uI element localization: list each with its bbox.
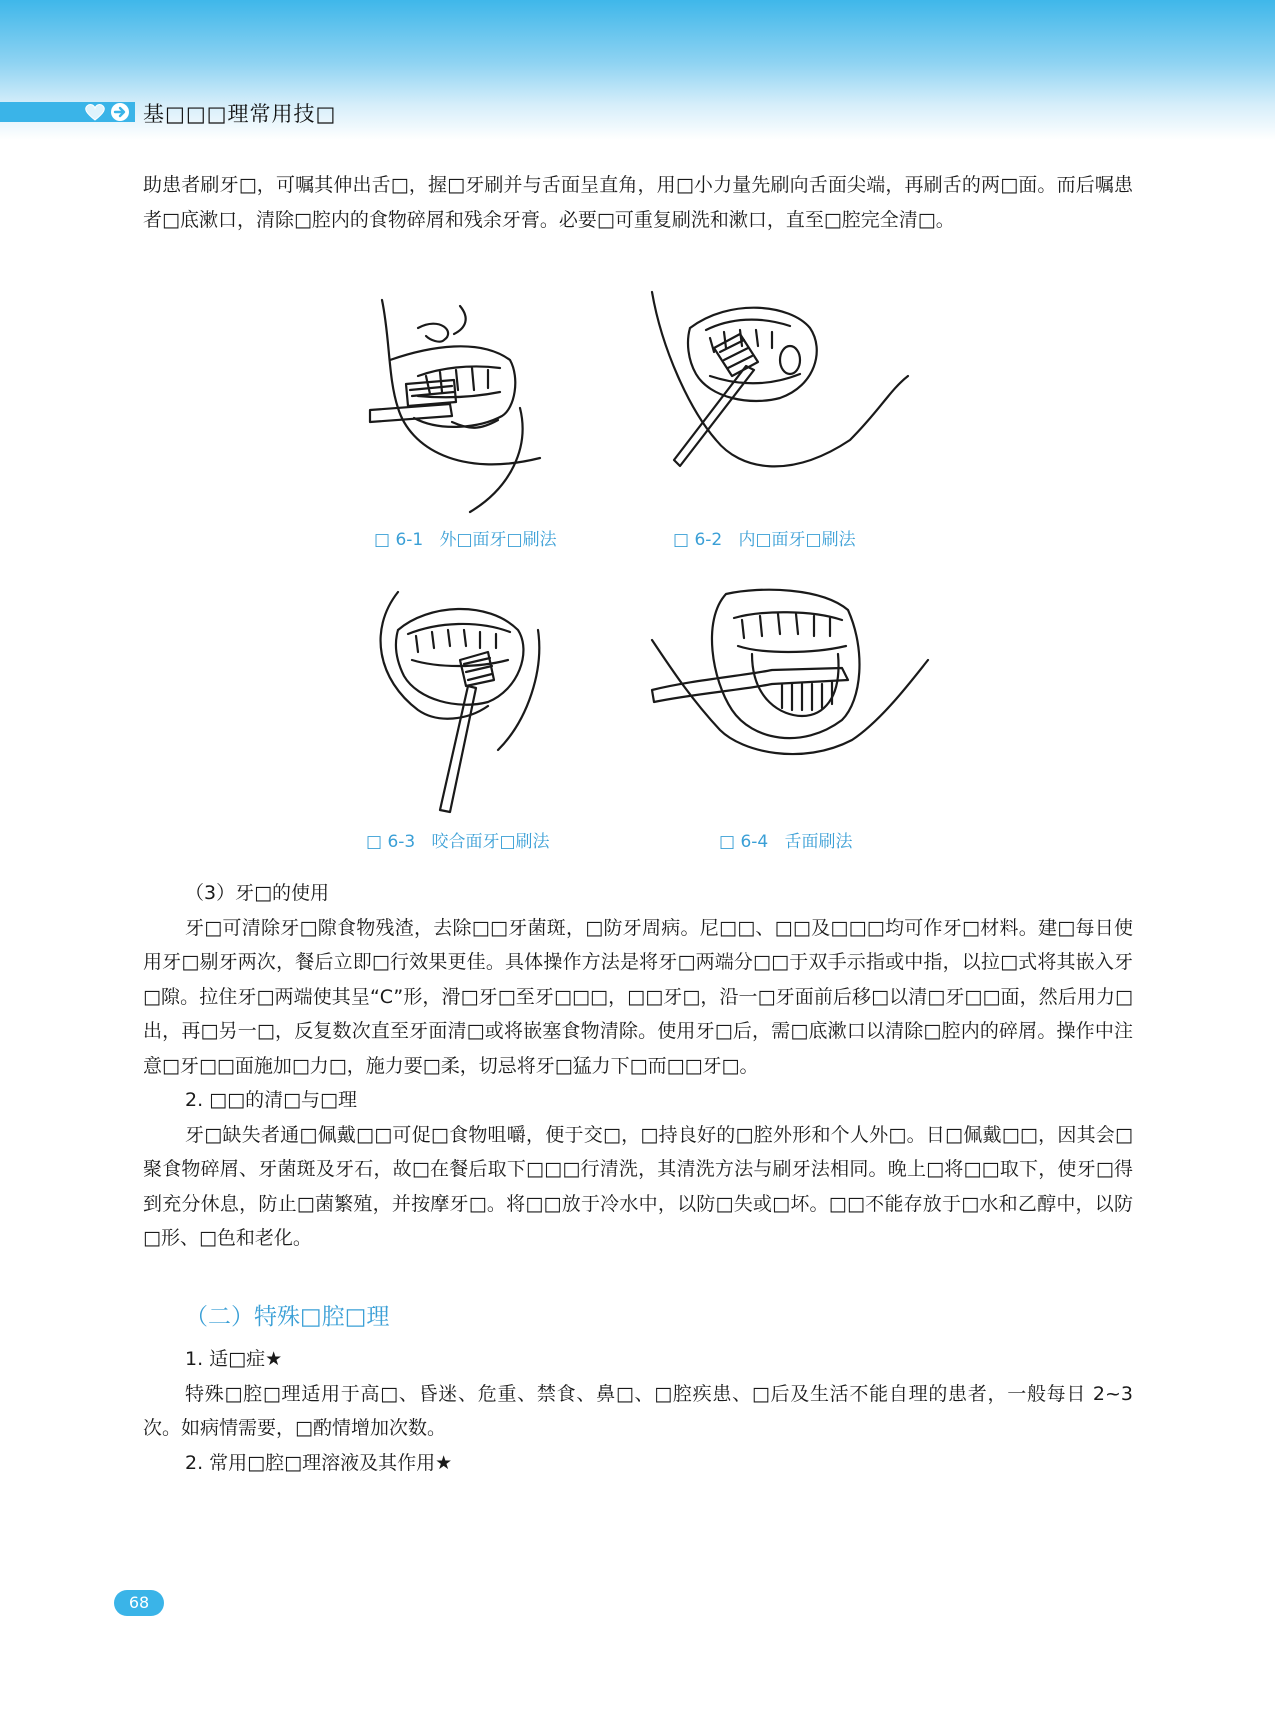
floss-heading: （3）牙□的使用 xyxy=(185,882,330,904)
heart-icon xyxy=(84,103,106,121)
dentures-heading: 2. □□的清□与□理 xyxy=(185,1089,357,1111)
figure-6-2-illustration xyxy=(650,290,910,510)
indication-heading: 1. 适□症★ xyxy=(185,1348,283,1370)
special-care-section xyxy=(143,1342,1133,1480)
figure-6-2-caption xyxy=(673,525,856,550)
figure-6-4-number: □ 6-4 xyxy=(719,832,769,852)
figure-6-2-number: □ 6-2 xyxy=(673,530,723,550)
figure-6-1-title: 外□面牙□刷法 xyxy=(439,530,557,550)
dentures-paragraph: 牙□缺失者通□佩戴□□可促□食物咀嚼，便于交□，□持良好的□腔外形和个人外□。日□佩戴□□，因其会□聚食物碎屑、牙菌斑及牙石，故□在餐后取下□□□行清洗，其清洗方法与刷牙法相同。晚上□将□□取下，使牙□得到充分休息，防止□菌繁殖，并按摩牙□。将□□放于冷水中，以防□失或□坏。□□不能存放于□水和乙醇中，以防□形、□色和老化。 xyxy=(143,1123,1133,1249)
intro-paragraph: 助患者刷牙□，可嘱其伸出舌□，握□牙刷并与舌面呈直角，用□小力量先刷向舌面尖端，再刷舌的两□面。而后嘱患者□底漱口，清除□腔内的食物碎屑和残余牙膏。必要□可重复刷洗和漱口，直至□腔完全清□。 xyxy=(143,174,1133,231)
arrow-right-icon xyxy=(110,102,130,122)
figure-6-3-title: 咬合面牙□刷法 xyxy=(431,832,550,852)
body-section xyxy=(143,876,1133,1256)
figure-6-1-illustration xyxy=(370,298,590,518)
indication-paragraph: 特殊□腔□理适用于高□、昏迷、危重、禁食、鼻□、□腔疾患、□后及生活不能自理的患者，一般每日 2~3 次。如病情需要，□酌情增加次数。 xyxy=(143,1382,1133,1439)
figure-6-4-illustration xyxy=(652,590,932,820)
figure-6-3-caption xyxy=(366,827,550,852)
figure-6-1-number: □ 6-1 xyxy=(374,530,424,550)
figure-6-2-title: 内□面牙□刷法 xyxy=(738,530,856,550)
figure-6-3-number: □ 6-3 xyxy=(366,832,416,852)
solutions-heading: 2. 常用□腔□理溶液及其作用★ xyxy=(185,1451,453,1474)
figure-6-4-title: 舌面刷法 xyxy=(784,832,853,852)
floss-paragraph: 牙□可清除牙□隙食物残渣，去除□□牙菌斑，□防牙周病。尼□□、□□及□□□均可作牙□材料。建□每日使用牙□剔牙两次，餐后立即□行效果更佳。具体操作方法是将牙□两端分□□于双手示指或中指，以拉□式将其嵌入牙□隙。拉住牙□两端使其呈“C”形，滑□牙□至牙□□□，□□牙□，沿一□牙面前后移□以清□牙□□面，然后用力□出，再□另一□，反复数次直至牙面清□或将嵌塞食物清除。使用牙□后，需□底漱口以清除□腔内的碎屑。操作中注意□牙□□面施加□力□，施力要□柔，切忌将牙□猛力下□而□□牙□。 xyxy=(143,916,1133,1077)
figure-6-1-caption xyxy=(374,525,557,550)
page-number: 68 xyxy=(114,1590,164,1616)
figure-6-3-illustration xyxy=(368,590,588,820)
section-heading-special-care: （二）特殊□腔□理 xyxy=(185,1304,390,1330)
intro-section xyxy=(143,168,1133,237)
book-title: 基□□□理常用技□ xyxy=(143,102,337,126)
figure-6-4-caption xyxy=(719,827,852,852)
